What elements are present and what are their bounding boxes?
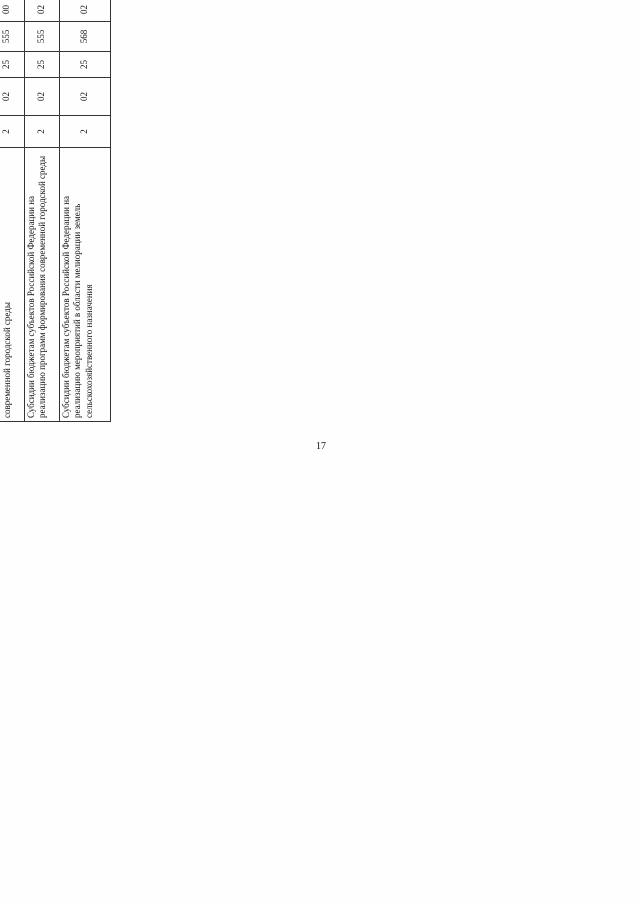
code-cell: 568 [60,22,111,52]
code-cell: 2 [24,116,59,148]
table-rotated-container [0,0,111,422]
code-cell: 555 [24,22,59,52]
table-row [0,0,24,422]
page-number: 17 [316,441,326,452]
table-row [24,0,59,422]
code-cell: 02 [24,78,59,116]
code-cell: 555 [0,22,24,52]
table-row [60,0,111,422]
code-cell: 02 [0,78,24,116]
code-cell: 00 [0,0,24,22]
code-cell: 02 [60,0,111,22]
row-name-cell: Субсидии бюджетам субъектов Российской Федерации на реализацию мероприятий в области мелиорации земель сельскохозяйственного назначения [60,148,111,422]
code-cell: 2 [0,116,24,148]
code-cell: 25 [60,52,111,78]
code-cell: 25 [0,52,24,78]
code-cell: 02 [60,78,111,116]
code-cell: 25 [24,52,59,78]
row-name-cell: современной городской среды [0,148,24,422]
budget-table [0,0,111,422]
row-name-cell: Субсидии бюджетам субъектов Российской Федерации на реализацию программ формирования современной городской среды [24,148,59,422]
code-cell: 2 [60,116,111,148]
code-cell: 02 [24,0,59,22]
